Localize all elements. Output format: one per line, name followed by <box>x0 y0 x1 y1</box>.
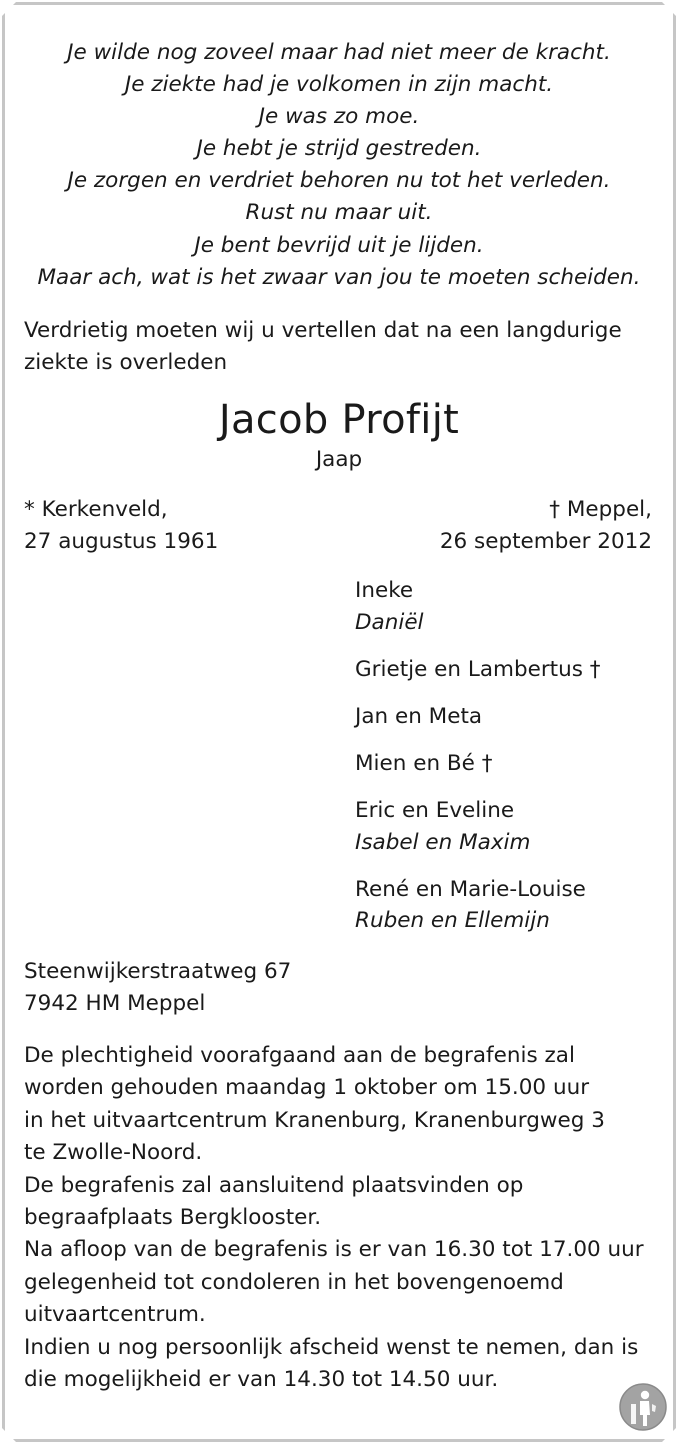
family-group <box>355 795 601 858</box>
death-place: † Meppel, <box>549 497 652 522</box>
intro-line: ziekte is overleden <box>24 350 228 375</box>
intro-line: Verdrietig moeten wij u vertellen dat na een langdurige <box>24 318 622 343</box>
details-line: worden gehouden maandag 1 oktober om 15.00 uur <box>24 1075 590 1101</box>
family-member: Jan en Meta <box>355 703 483 729</box>
poem-line: Rust nu maar uit. <box>245 200 433 226</box>
family-member: Ineke <box>355 578 414 603</box>
details-line: uitvaartcentrum. <box>24 1302 206 1328</box>
family-group <box>355 874 601 937</box>
funeral-details <box>24 1040 644 1396</box>
details-line: De plechtigheid voorafgaand aan de begrafenis zal <box>24 1043 575 1068</box>
family-group <box>355 748 601 780</box>
family-children: Daniël <box>355 609 424 635</box>
family-group <box>355 654 601 686</box>
family-children: Isabel en Maxim <box>355 829 531 855</box>
poem-line: Je wilde nog zoveel maar had niet meer de kracht. <box>67 40 611 65</box>
details-line: gelegenheid tot condoleren in het bovengenoemd <box>24 1269 564 1295</box>
details-line: Indien u nog persoonlijk afscheid wenst te nemen, dan is <box>24 1334 639 1360</box>
death-date: 26 september 2012 <box>439 529 652 554</box>
details-line: Na afloop van de begrafenis is er van 16.30 tot 17.00 uur <box>24 1237 644 1263</box>
family-member: Eric en Eveline <box>355 797 515 823</box>
poem-line: Je ziekte had je volkomen in zijn macht. <box>124 72 554 98</box>
details-line: De begrafenis zal aansluitend plaatsvinden op <box>24 1172 524 1198</box>
memorial-logo-icon <box>618 1382 668 1432</box>
poem-line: Je zorgen en verdriet behoren nu tot het verleden. <box>67 168 611 194</box>
poem <box>0 37 678 294</box>
birth-place: * Kerkenveld, <box>24 497 168 522</box>
poem-line: Maar ach, wat is het zwaar van jou te moeten scheiden. <box>37 264 641 290</box>
details-line: te Zwolle-Noord. <box>24 1140 203 1166</box>
poem-line: Je hebt je strijd gestreden. <box>196 136 482 162</box>
birth-date: 27 augustus 1961 <box>24 529 219 554</box>
family-member: René en Marie-Louise <box>355 876 586 902</box>
details-line: in het uitvaartcentrum Kranenburg, Kranenburgweg 3 <box>24 1107 605 1133</box>
family-member: Grietje en Lambertus † <box>355 656 601 682</box>
address-city: 7942 HM Meppel <box>24 991 206 1016</box>
deceased-name: Jacob Profijt <box>218 397 460 443</box>
poem-line: Je was zo moe. <box>258 104 420 130</box>
deceased-nickname: Jaap <box>315 447 363 472</box>
details-line: die mogelijkheid er van 14.30 tot 14.50 uur. <box>24 1367 499 1393</box>
family-group <box>355 701 601 733</box>
poem-line: Je bent bevrijd uit je lijden. <box>194 232 484 258</box>
family-list <box>355 575 601 952</box>
family-children: Ruben en Ellemijn <box>355 908 550 934</box>
family-group <box>355 575 601 638</box>
details-line: begraafplaats Bergklooster. <box>24 1205 322 1231</box>
address-street: Steenwijkerstraatweg 67 <box>24 959 292 984</box>
family-member: Mien en Bé † <box>355 750 493 776</box>
